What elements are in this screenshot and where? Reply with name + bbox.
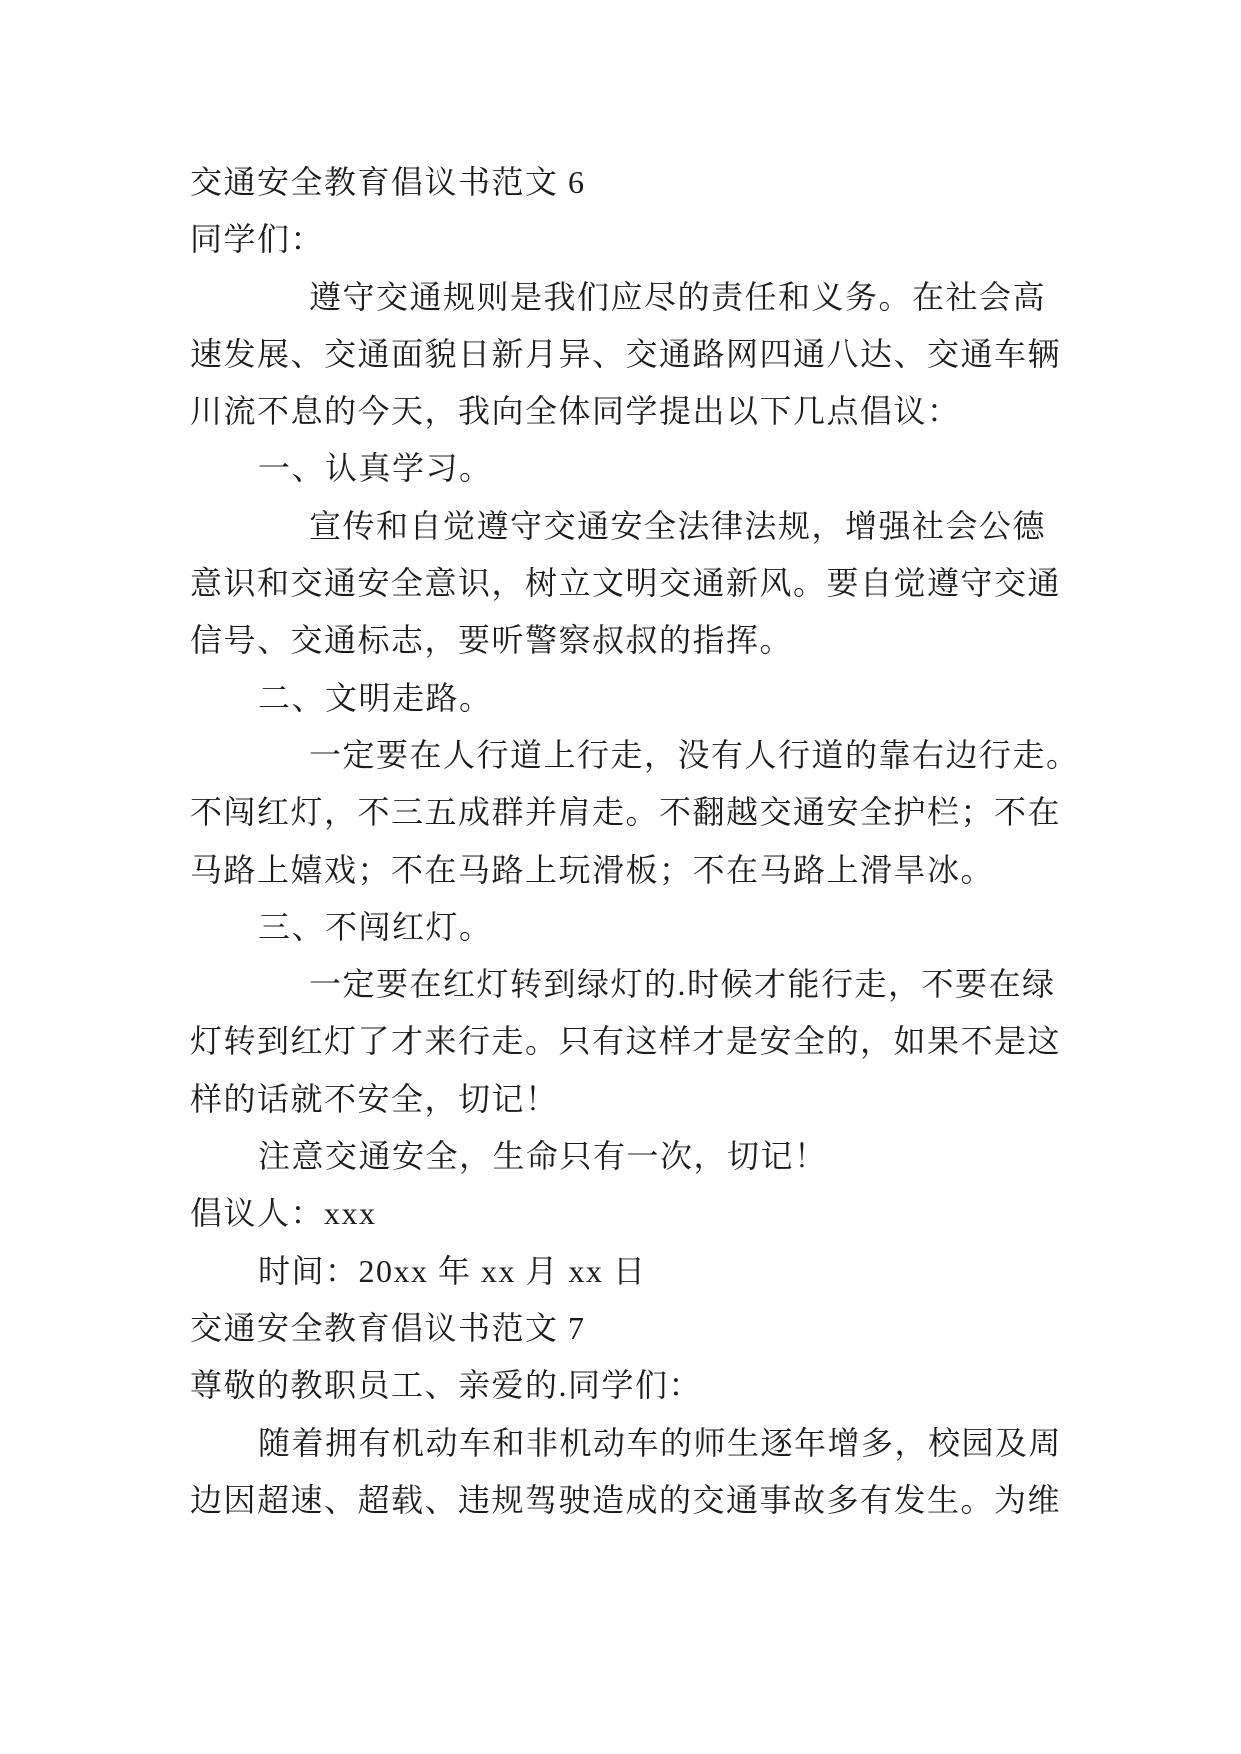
text-line: 三、不闯红灯。	[258, 908, 493, 945]
text-line: 二、文明走路。	[258, 679, 493, 716]
text-line: 倡议人：xxx	[190, 1195, 377, 1232]
text-line: 边因超速、超载、违规驾驶造成的交通事故多有发生。为维	[190, 1481, 1062, 1518]
text-line: 信号、交通标志，要听警察叔叔的指挥。	[190, 622, 794, 659]
text-line: 同学们：	[190, 221, 325, 258]
text-line: 样的话就不安全，切记！	[190, 1080, 559, 1117]
text-line: 速发展、交通面貌日新月异、交通路网四通八达、交通车辆	[190, 335, 1062, 372]
section-title: 交通安全教育倡议书范文 7	[190, 1309, 586, 1346]
section-title: 交通安全教育倡议书范文 6	[190, 164, 586, 200]
text-line: 一定要在红灯转到绿灯的.时候才能行走，不要在绿	[309, 966, 1056, 1003]
text-line: 一、认真学习。	[258, 450, 493, 487]
text-line: 注意交通安全，生命只有一次，切记！	[258, 1138, 828, 1175]
text-line: 遵守交通规则是我们应尽的责任和义务。在社会高	[309, 278, 1047, 315]
document-body	[190, 154, 1080, 1529]
text-line: 川流不息的今天，我向全体同学提出以下几点倡议：	[190, 393, 961, 430]
text-line: 一定要在人行道上行走，没有人行道的靠右边行走。	[309, 736, 1080, 773]
text-line: 马路上嬉戏；不在马路上玩滑板；不在马路上滑旱冰。	[190, 851, 995, 888]
text-line: 随着拥有机动车和非机动车的师生逐年增多，校园及周	[258, 1424, 1063, 1461]
text-line: 宣传和自觉遵守交通安全法律法规，增强社会公德	[309, 507, 1047, 544]
text-line: 灯转到红灯了才来行走。只有这样才是安全的，如果不是这	[190, 1023, 1062, 1060]
text-line: 尊敬的教职员工、亲爱的.同学们：	[190, 1367, 703, 1404]
text-line: 时间：20xx 年 xx 月 xx 日	[258, 1252, 647, 1289]
text-line: 不闯红灯，不三五成群并肩走。不翻越交通安全护栏；不在	[190, 794, 1062, 831]
text-line: 意识和交通安全意识，树立文明交通新风。要自觉遵守交通	[190, 565, 1062, 602]
